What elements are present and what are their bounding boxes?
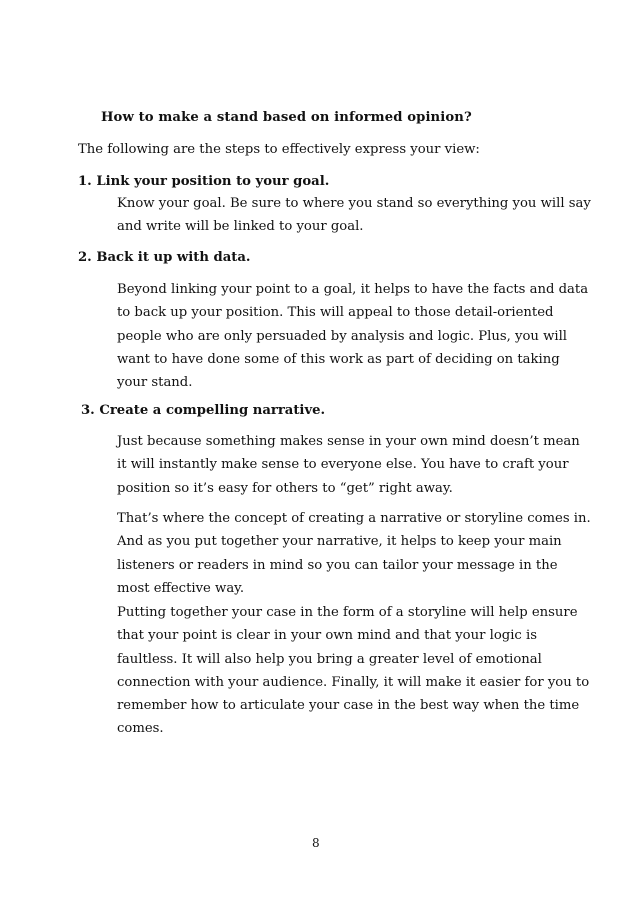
- text-line: and write will be linked to your goal.: [117, 219, 364, 235]
- text-line: faultless. It will also help you bring a greater level of emotional: [117, 651, 542, 667]
- text-line: Beyond linking your point to a goal, it helps to have the facts and data: [117, 282, 589, 297]
- step-3-title: 3. Create a compelling narrative.: [81, 403, 326, 418]
- text-line: That’s where the concept of creating a narrative or storyline comes in.: [117, 511, 591, 526]
- step-3-paragraph-1: [117, 430, 587, 500]
- text-line: it will instantly make sense to everyone else. You have to craft your: [117, 457, 569, 473]
- text-line: most effective way.: [117, 580, 245, 596]
- text-line: listeners or readers in mind so you can tailor your message in the: [117, 557, 558, 573]
- text-line: want to have done some of this work as part of deciding on taking: [117, 351, 560, 367]
- section-heading: How to make a stand based on informed opinion?: [101, 110, 472, 125]
- text-line: connection with your audience. Finally, it will make it easier for you to: [117, 674, 590, 690]
- text-line: your stand.: [117, 375, 193, 391]
- page-number: 8: [312, 836, 320, 850]
- step-2-title: 2. Back it up with data.: [78, 250, 251, 265]
- intro-text: The following are the steps to effectively express your view:: [78, 142, 480, 157]
- step-3-paragraph-2: [117, 507, 591, 600]
- text-line: And as you put together your narrative, it helps to keep your main: [117, 534, 562, 550]
- step-1-paragraph-1: [117, 192, 591, 239]
- text-line: Just because something makes sense in your own mind doesn’t mean: [117, 434, 580, 449]
- text-line: to back up your position. This will appeal to those detail-oriented: [117, 305, 554, 321]
- step-3-paragraph-3: [117, 601, 590, 741]
- text-line: Know your goal. Be sure to where you stand so everything you will say: [117, 196, 591, 211]
- text-line: comes.: [117, 721, 164, 737]
- step-2-paragraph-1: [117, 278, 587, 394]
- text-line: that your point is clear in your own mind and that your logic is: [117, 628, 537, 644]
- text-line: Putting together your case in the form of a storyline will help ensure: [117, 605, 578, 620]
- text-line: remember how to articulate your case in the best way when the time: [117, 698, 580, 714]
- step-1-title: 1. Link your position to your goal.: [78, 174, 330, 189]
- text-line: people who are only persuaded by analysis and logic. Plus, you will: [117, 328, 568, 344]
- text-line: position so it’s easy for others to “get” right away.: [117, 480, 453, 496]
